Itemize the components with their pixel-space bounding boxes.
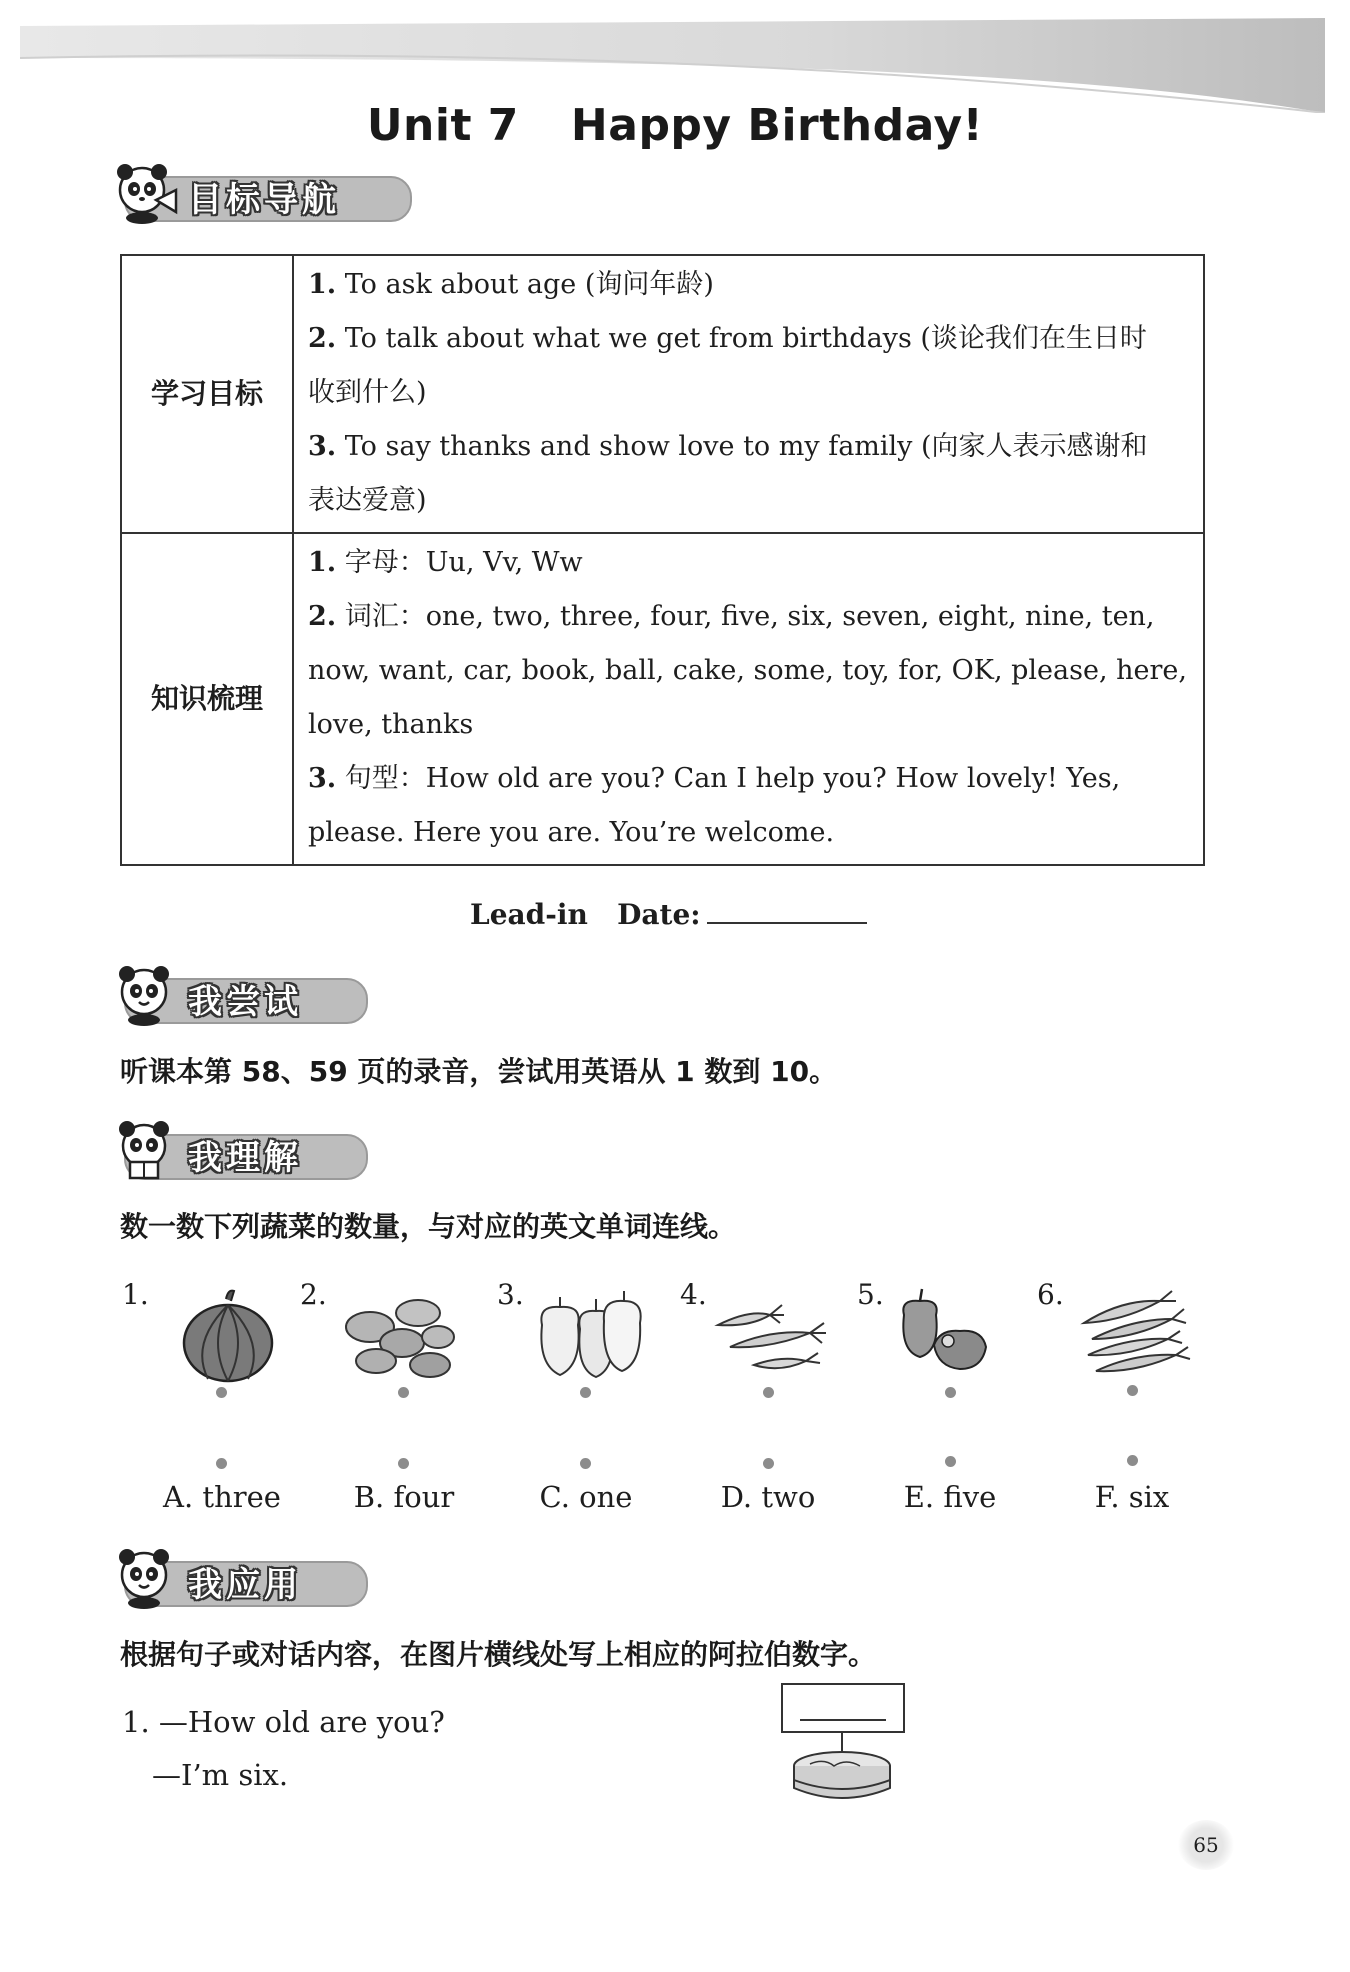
page-title xyxy=(0,100,1350,151)
list-item: 2. 词汇：one, two, three, four, five, six, seven, eight, nine, ten, xyxy=(308,601,1155,632)
goals-table xyxy=(120,254,1205,866)
list-item-continued: 表达爱意) xyxy=(308,485,427,516)
peppers-icon xyxy=(530,1285,650,1385)
match-dot-bottom[interactable] xyxy=(216,1458,227,1469)
match-dot-top[interactable] xyxy=(398,1387,409,1398)
unit-label: Unit 7 xyxy=(366,100,519,151)
panda-icon xyxy=(112,962,182,1026)
section-badge-apply xyxy=(112,1545,412,1609)
option-a: A. three xyxy=(163,1480,281,1514)
section-badge-try xyxy=(112,962,412,1026)
match-dot-bottom[interactable] xyxy=(398,1458,409,1469)
list-item: 1. To ask about age (询问年龄) xyxy=(308,269,714,300)
carrots-bunch-icon xyxy=(1072,1285,1192,1385)
list-item: 2. To talk about what we get from birthdays (谈论我们在生日时 xyxy=(308,323,1147,354)
list-item-continued: please. Here you are. You’re welcome. xyxy=(308,817,835,848)
section-heading-understand: 我理解 xyxy=(188,1138,302,1178)
unit-name: Happy Birthday! xyxy=(570,100,984,151)
match-dot-top[interactable] xyxy=(945,1387,956,1398)
date-blank[interactable] xyxy=(707,896,867,924)
section-heading-try: 我尝试 xyxy=(188,982,302,1022)
leadin-label: Lead-in xyxy=(470,898,588,931)
section-heading-goals: 目标导航 xyxy=(188,180,340,220)
learning-goals-cell xyxy=(293,255,1204,533)
knowledge-cell xyxy=(293,533,1204,865)
panda-megaphone-icon xyxy=(112,160,182,224)
section-badge-goals xyxy=(112,160,412,224)
match-dot-top[interactable] xyxy=(763,1387,774,1398)
page-number: 65 xyxy=(1178,1820,1234,1870)
vegetable-number: 3. xyxy=(497,1278,524,1311)
answer-line: —I’m six. xyxy=(152,1758,289,1792)
list-item: 1. 字母：Uu, Vv, Ww xyxy=(308,547,583,578)
vegetable-number: 6. xyxy=(1037,1278,1064,1311)
bell-peppers-icon xyxy=(890,1285,1010,1385)
leadin-date-line xyxy=(470,896,867,931)
birthday-cake-icon xyxy=(780,1680,910,1810)
option-f: F. six xyxy=(1094,1480,1170,1514)
list-item-continued: now, want, car, book, ball, cake, some, toy, for, OK, please, here, xyxy=(308,655,1187,686)
option-d: D. two xyxy=(720,1480,816,1514)
vegetable-number: 4. xyxy=(680,1278,707,1311)
vegetable-number: 2. xyxy=(300,1278,327,1311)
option-c: C. one xyxy=(539,1480,633,1514)
panda-reading-icon xyxy=(112,1118,182,1182)
top-decorative-band xyxy=(20,18,1325,113)
panda-icon xyxy=(112,1545,182,1609)
understand-instruction: 数一数下列蔬菜的数量，与对应的英文单词连线。 xyxy=(120,1210,737,1243)
question-line: 1. —How old are you? xyxy=(122,1705,445,1739)
list-item-continued: 收到什么) xyxy=(308,377,427,408)
option-e: E. five xyxy=(903,1480,997,1514)
date-label: Date: xyxy=(617,898,701,931)
match-dot-bottom[interactable] xyxy=(763,1458,774,1469)
row-heading-learning-goals: 学习目标 xyxy=(121,255,293,533)
section-heading-apply: 我应用 xyxy=(188,1565,302,1605)
option-b: B. four xyxy=(353,1480,455,1514)
table-row xyxy=(121,255,1204,533)
match-dot-top[interactable] xyxy=(216,1387,227,1398)
match-dot-bottom[interactable] xyxy=(945,1456,956,1467)
match-dot-bottom[interactable] xyxy=(1127,1455,1138,1466)
carrots-icon xyxy=(710,1285,830,1385)
try-instruction: 听课本第 58、59 页的录音，尝试用英语从 1 数到 10。 xyxy=(120,1055,838,1088)
list-item: 3. To say thanks and show love to my family (向家人表示感谢和 xyxy=(308,431,1148,462)
vegetable-number: 5. xyxy=(857,1278,884,1311)
apply-instruction: 根据句子或对话内容，在图片横线处写上相应的阿拉伯数字。 xyxy=(120,1638,877,1671)
section-badge-understand xyxy=(112,1118,412,1182)
list-item-continued: love, thanks xyxy=(308,709,474,740)
pumpkin-icon xyxy=(168,1285,288,1385)
table-row xyxy=(121,533,1204,865)
list-item: 3. 句型：How old are you? Can I help you? How lovely! Yes, xyxy=(308,763,1121,794)
match-dot-top[interactable] xyxy=(580,1387,591,1398)
vegetable-number: 1. xyxy=(122,1278,149,1311)
row-heading-knowledge: 知识梳理 xyxy=(121,533,293,865)
match-dot-bottom[interactable] xyxy=(580,1458,591,1469)
match-dot-top[interactable] xyxy=(1127,1385,1138,1396)
potatoes-icon xyxy=(340,1285,460,1385)
